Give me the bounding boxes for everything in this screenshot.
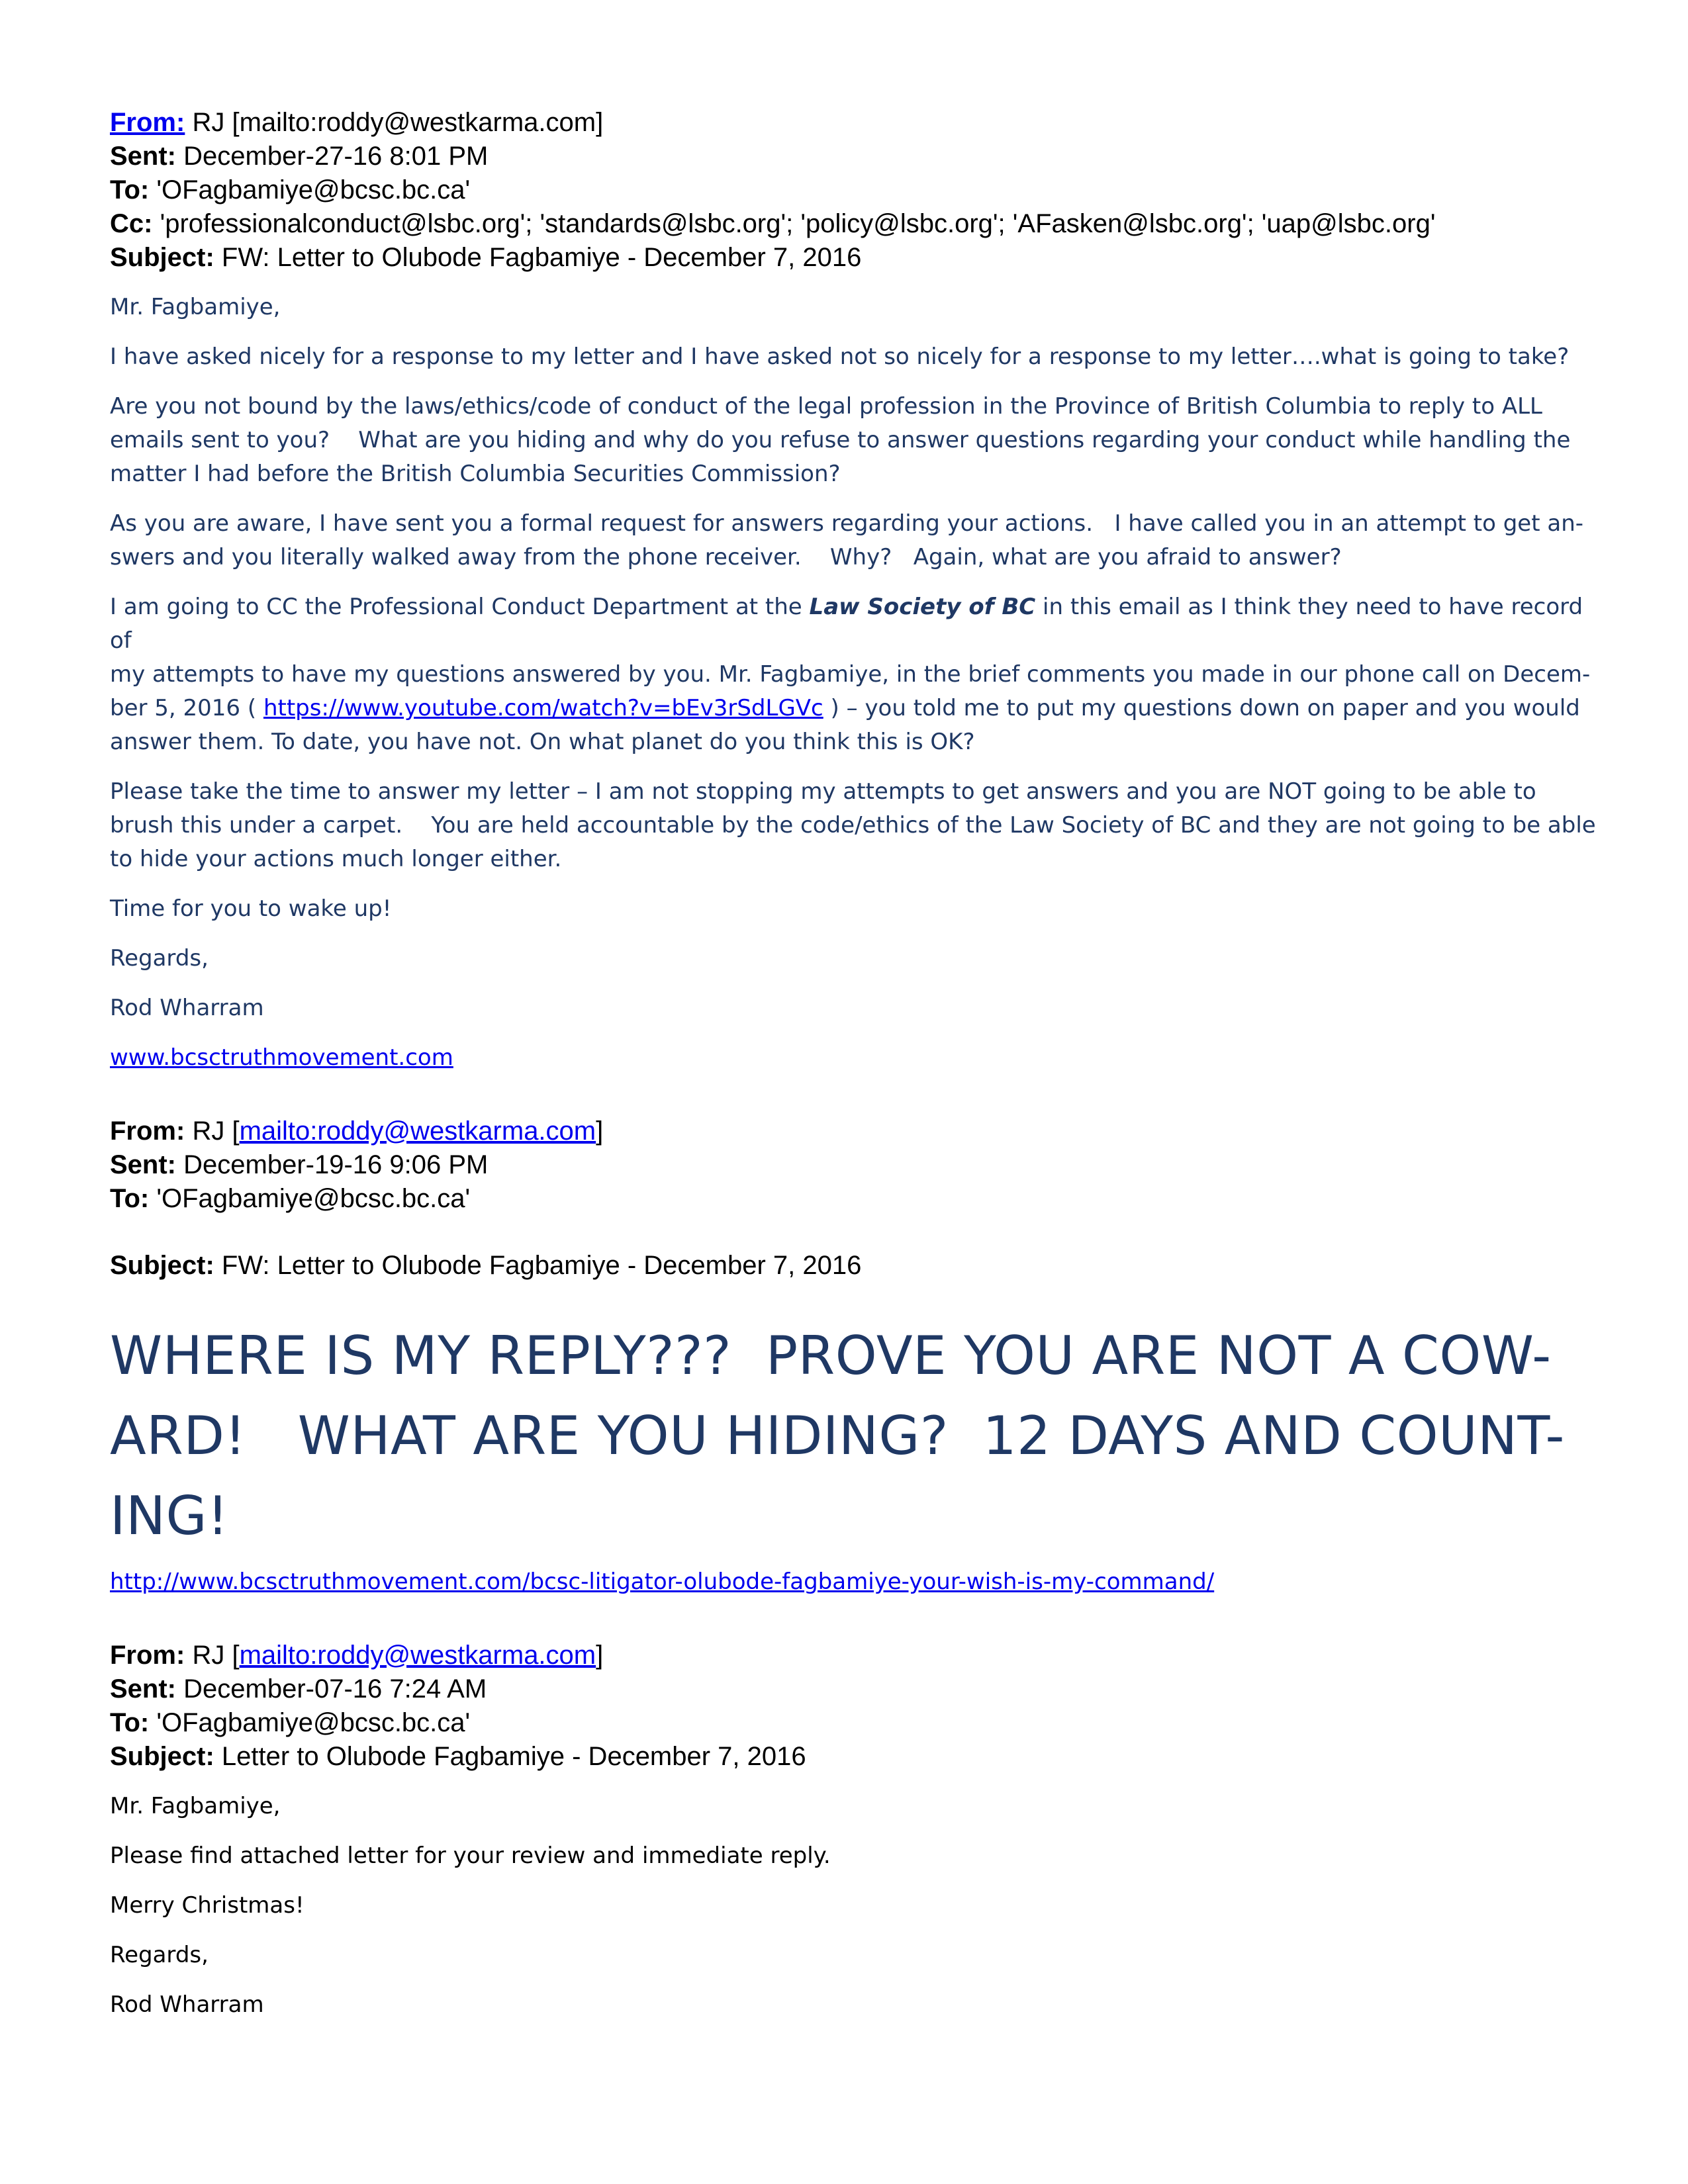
from-line: [110, 1639, 1593, 1672]
paragraph-4-text: ) – you told me to put my questions down on paper and you would: [823, 695, 1580, 721]
cc-label: Cc:: [110, 209, 153, 238]
sent-label: Sent:: [110, 142, 176, 171]
email-1: [110, 106, 1596, 1075]
from-label: From:: [110, 1641, 185, 1670]
paragraph-4-line-3: [110, 692, 1593, 725]
paragraph-3-line-2: swers and you literally walked away from the phone receiver. Why? Again, what are you afraid to answer?: [110, 544, 1342, 570]
website-line: [110, 1041, 1593, 1075]
to-line: [110, 1182, 1593, 1216]
to-line: [110, 173, 1593, 207]
greeting: Mr. Fagbamiye,: [110, 294, 281, 320]
subject-value: FW: Letter to Olubode Fagbamiye - December 7, 2016: [221, 243, 862, 272]
paragraph-4-text: I am going to CC the Professional Conduct Department at the: [110, 594, 810, 620]
subject-label: Subject:: [110, 243, 214, 272]
to-label: To:: [110, 1708, 150, 1737]
subject-value: FW: Letter to Olubode Fagbamiye - December 7, 2016: [221, 1251, 862, 1280]
youtube-link[interactable]: https://www.youtube.com/watch?v=bEv3rSdLGVc: [263, 695, 823, 721]
paragraph-6: Time for you to wake up!: [110, 895, 392, 922]
shout-line-3: ING!: [110, 1485, 229, 1547]
subject-label: Subject:: [110, 1251, 214, 1280]
email-3: [110, 1639, 1593, 2022]
paragraph-5-line-2: brush this under a carpet. You are held accountable by the code/ethics of the Law Society of BC and they are not going to be able: [110, 812, 1596, 839]
from-line: [110, 1115, 1593, 1148]
signature: Rod Wharram: [110, 995, 264, 1021]
shout-line-2: ARD! WHAT ARE YOU HIDING? 12 DAYS AND COUNT-: [110, 1405, 1565, 1467]
paragraph-4-text: ber 5, 2016 (: [110, 695, 263, 721]
article-link[interactable]: http://www.bcsctruthmovement.com/bcsc-litigator-olubode-fagbamiye-your-wish-is-my-command/: [110, 1569, 1215, 1595]
from-value: RJ [: [192, 1641, 240, 1670]
paragraph-2: Merry Christmas!: [110, 1892, 305, 1919]
to-value: 'OFagbamiye@bcsc.bc.ca': [156, 1184, 471, 1213]
paragraph-4-line-1: [110, 590, 1593, 658]
cc-value: 'professionalconduct@lsbc.org'; 'standards@lsbc.org'; 'policy@lsbc.org'; 'AFasken@lsbc.org'; 'uap@lsbc.org': [160, 209, 1436, 238]
paragraph-2: [110, 390, 1593, 491]
paragraph-4: [110, 590, 1593, 759]
paragraph-3: [110, 507, 1593, 574]
shout-message: [110, 1316, 1593, 1556]
paragraph-5: [110, 775, 1596, 876]
paragraph-5-line-1: Please take the time to answer my letter – I am not stopping my attempts to get answers and you are NOT going to be able to: [110, 778, 1536, 805]
paragraph-1: Please find attached letter for your review and immediate reply.: [110, 1843, 831, 1869]
email-1-header: [110, 106, 1593, 275]
sent-line: [110, 1672, 1593, 1706]
sent-label: Sent:: [110, 1674, 176, 1704]
paragraph-2-line-2: emails sent to you? What are you hiding and why do you refuse to answer questions regarding your conduct while handling the: [110, 427, 1571, 453]
from-value: RJ [mailto:roddy@westkarma.com]: [192, 108, 604, 137]
shout-line-1: WHERE IS MY REPLY??? PROVE YOU ARE NOT A COW-: [110, 1325, 1552, 1387]
mailto-link[interactable]: mailto:roddy@westkarma.com: [239, 1641, 596, 1670]
website-link[interactable]: www.bcsctruthmovement.com: [110, 1044, 453, 1071]
regards: Regards,: [110, 945, 209, 972]
from-value-end: ]: [596, 1116, 604, 1146]
email-2: [110, 1115, 1593, 1599]
to-value: 'OFagbamiye@bcsc.bc.ca': [156, 175, 471, 205]
to-value: 'OFagbamiye@bcsc.bc.ca': [156, 1708, 471, 1737]
sent-label: Sent:: [110, 1150, 176, 1179]
paragraph-3-line-1: As you are aware, I have sent you a formal request for answers regarding your actions. I have called you in an attempt to get an-: [110, 510, 1584, 537]
paragraph-1: I have asked nicely for a response to my letter and I have asked not so nicely for a response to my letter….what is going to take?: [110, 343, 1570, 370]
email-thread: [110, 106, 1596, 2022]
subject-line: [110, 1249, 1593, 1283]
paragraph-2-line-1: Are you not bound by the laws/ethics/code of conduct of the legal profession in the Province of British Columbia to reply to ALL: [110, 393, 1542, 420]
paragraph-4-line-4: answer them. To date, you have not. On what planet do you think this is OK?: [110, 729, 975, 755]
regards: Regards,: [110, 1942, 209, 1968]
subject-line: [110, 241, 1593, 275]
greeting: Mr. Fagbamiye,: [110, 1793, 281, 1819]
from-label: From:: [110, 1116, 185, 1146]
sent-value: December-07-16 7:24 AM: [183, 1674, 487, 1704]
paragraph-5-line-3: to hide your actions much longer either.: [110, 846, 562, 872]
from-value-end: ]: [596, 1641, 604, 1670]
to-label: To:: [110, 175, 150, 205]
to-label: To:: [110, 1184, 150, 1213]
subject-line: [110, 1740, 1593, 1774]
sent-line: [110, 140, 1593, 173]
from-label-link[interactable]: From:: [110, 108, 185, 137]
from-line: [110, 106, 1593, 140]
sent-value: December-19-16 9:06 PM: [183, 1150, 489, 1179]
mailto-link[interactable]: mailto:roddy@westkarma.com: [239, 1116, 596, 1146]
email-2-header: [110, 1115, 1593, 1283]
article-link-line: [110, 1565, 1593, 1599]
law-society-emphasis: Law Society of BC: [809, 594, 1036, 620]
paragraph-4-text: in this email as I think they need to have record of: [110, 594, 1583, 654]
paragraph-4-line-2: my attempts to have my questions answered by you. Mr. Fagbamiye, in the brief comments you made in our phone call on Decem-: [110, 661, 1591, 688]
sent-line: [110, 1148, 1593, 1182]
cc-line: [110, 207, 1593, 241]
subject-value: Letter to Olubode Fagbamiye - December 7, 2016: [221, 1742, 806, 1771]
from-value: RJ [: [192, 1116, 240, 1146]
paragraph-2-line-3: matter I had before the British Columbia Securities Commission?: [110, 461, 841, 487]
sent-value: December-27-16 8:01 PM: [183, 142, 489, 171]
subject-label: Subject:: [110, 1742, 214, 1771]
email-3-header: [110, 1639, 1593, 1774]
to-line: [110, 1706, 1593, 1740]
signature: Rod Wharram: [110, 1991, 264, 2018]
